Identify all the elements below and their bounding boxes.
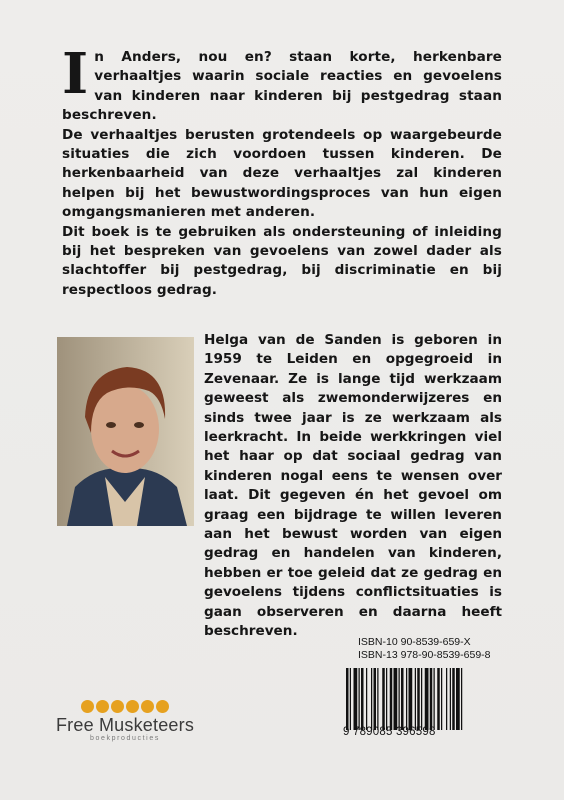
musketeer-icon-2 [96, 700, 109, 713]
author-bio [204, 331, 502, 642]
musketeer-icon-5 [141, 700, 154, 713]
barcode-digits: 9 789085 396598 [343, 726, 436, 738]
publisher-logo [50, 700, 200, 742]
book-blurb [62, 41, 502, 300]
musketeer-icon-6 [156, 700, 169, 713]
isbn-block [358, 636, 491, 662]
musketeer-icons [50, 700, 200, 713]
blurb-paragraph-3: Dit boek is te gebruiken als ondersteuning of inleiding bij het bespreken van gevoelens van zowel dader als slachtoffer bij pestgedrag, bij discriminatie en bij respectloos gedrag. [62, 223, 502, 298]
author-portrait-image [57, 337, 194, 526]
publisher-subtitle: boekproducties [90, 735, 160, 742]
blurb-paragraph-2: De verhaaltjes berusten grotendeels op waargebeurde situaties die zich voordoen tussen kinderen. De herkenbaarheid van deze verhaaltjes zal kinderen helpen bij het bewustwordingsproces van hun eigen omgangsmanieren met anderen. [62, 126, 502, 221]
blurb-paragraph-1: n Anders, nou en? staan korte, herkenbare verhaaltjes waarin sociale reacties en gevoelens van kinderen naar kinderen bij pestgedrag staan beschreven. [62, 49, 502, 124]
musketeer-icon-1 [81, 700, 94, 713]
drop-cap: I [62, 41, 89, 107]
publisher-name: Free Musketeers [55, 715, 195, 735]
musketeer-icon-3 [111, 700, 124, 713]
author-photo [57, 337, 194, 526]
barcode [346, 668, 494, 730]
isbn-10: ISBN-10 90-8539-659-X [358, 636, 471, 648]
author-bio-text: Helga van de Sanden is geboren in 1959 te Leiden en opgegroeid in Zevenaar. Ze is lange tijd werkzaam geweest als zwemonderwijzeres en sinds twee jaar is ze werkzaam als leerkracht. In beide werkkringen viel het haar op dat sociaal gedrag van kinderen nogal eens te wensen over laat. Dit gegeven én het gevoel om graag een bijdrage te willen leveren aan het bewust worden van eigen gedrag en handelen van kinderen, hebben er toe geleid dat ze gedrag en gevoelens tijdens conflictsituaties is gaan observeren en daarna heeft beschreven. [204, 332, 502, 640]
isbn-13: ISBN-13 978-90-8539-659-8 [358, 649, 491, 661]
musketeer-icon-4 [126, 700, 139, 713]
